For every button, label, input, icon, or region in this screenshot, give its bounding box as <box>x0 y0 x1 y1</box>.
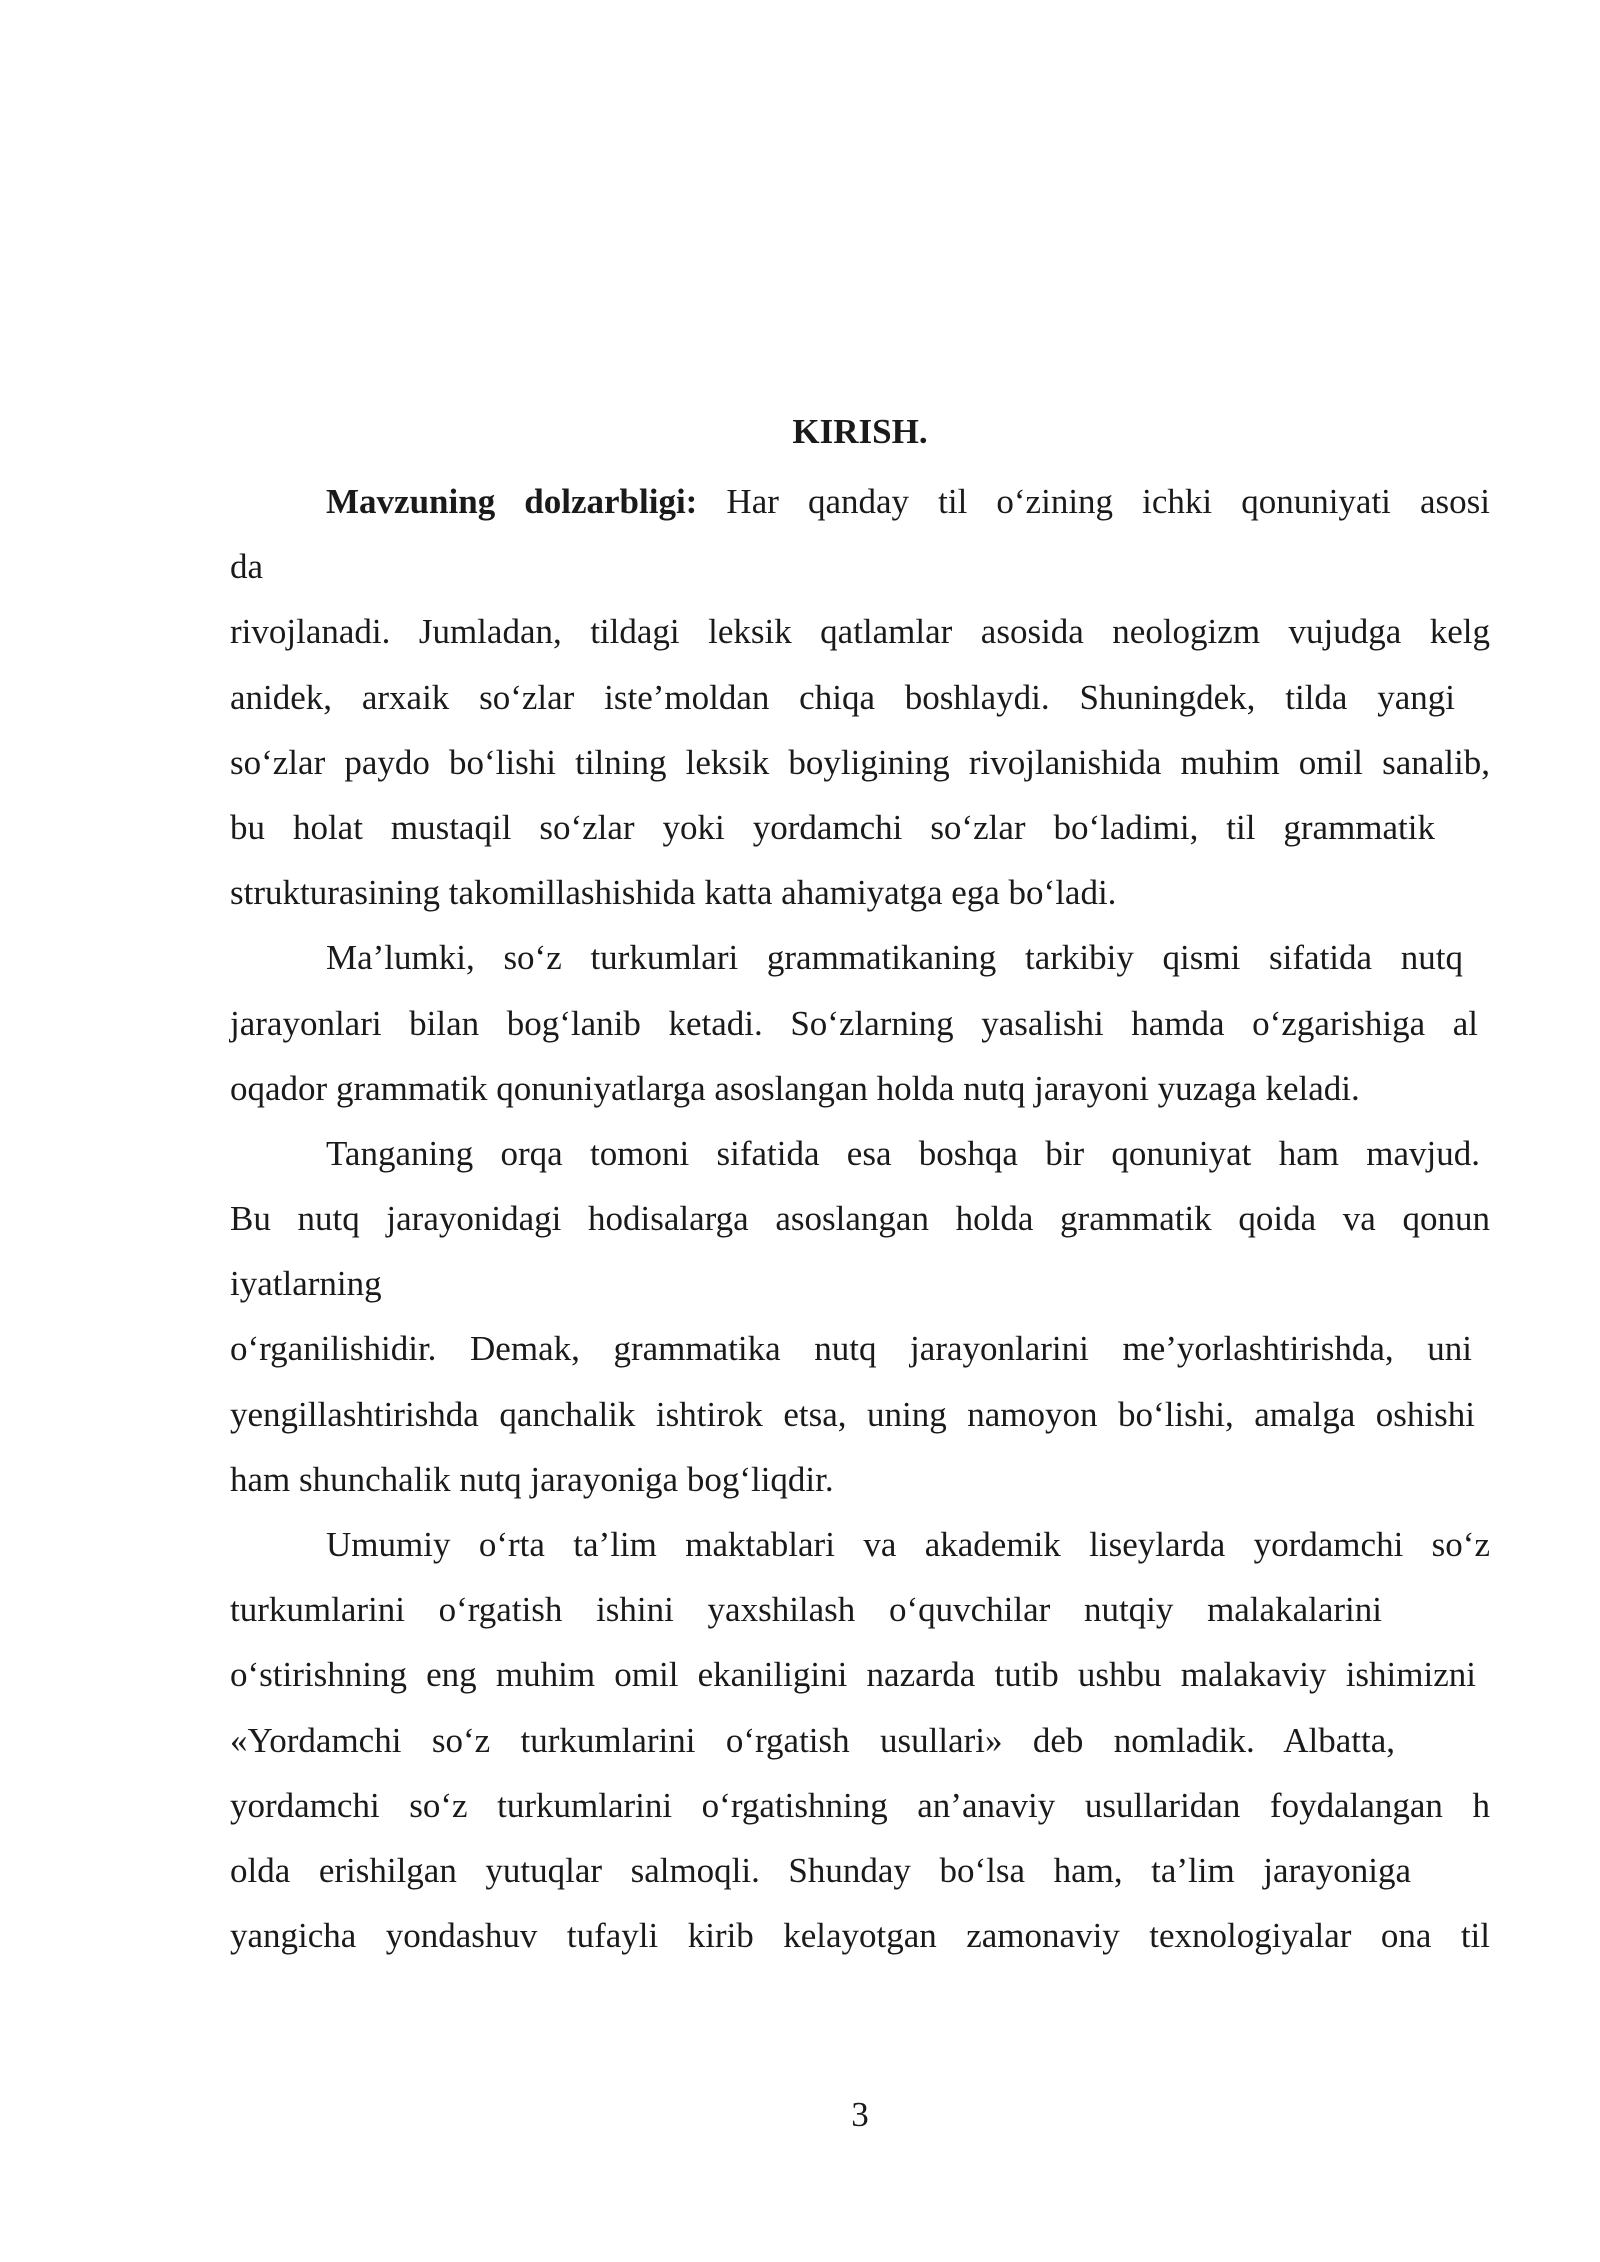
page-title: KIRISH. <box>792 412 928 451</box>
text-line: yangicha yondashuv tufayli kirib kelayotgan zamonaviy texnologiyalar ona til <box>230 1916 1490 1956</box>
text-line: yordamchi so‘z turkumlarini o‘rgatishning an’anaviy usullaridan foydalangan h <box>230 1785 1490 1825</box>
text-line: jarayonlari bilan bog‘lanib ketadi. So‘zlarning yasalishi hamda o‘zgarishiga al <box>230 1003 1478 1043</box>
text-line: yengillashtirishda qanchalik ishtirok etsa, uning namoyon bo‘lishi, amalga oshishi <box>230 1394 1475 1434</box>
body-text <box>230 480 1490 1979</box>
text-line: «Yordamchi so‘z turkumlarini o‘rgatish usullari» deb nomladik. Albatta, <box>230 1720 1395 1760</box>
text-line: strukturasining takomillashishida katta ahamiyatga ega bo‘ladi. <box>230 873 1117 913</box>
text-line <box>230 480 1490 545</box>
text-line: ham shunchalik nutq jarayoniga bog‘liqdir. <box>230 1459 834 1499</box>
text-line: Tanganing orqa tomoni sifatida esa boshqa bir qonuniyat ham mavjud. <box>326 1133 1480 1173</box>
text-line: olda erishilgan yutuqlar salmoqli. Shunday bo‘lsa ham, ta’lim jarayoniga <box>230 1850 1411 1890</box>
text-line: anidek, arxaik so‘zlar iste’moldan chiqa boshlaydi. Shuningdek, tilda yangi <box>230 677 1455 717</box>
text-line: Ma’lumki, so‘z turkumlari grammatikaning tarkibiy qismi sifatida nutq <box>326 938 1463 978</box>
text-line: o‘stirishning eng muhim omil ekaniligini nazarda tutib ushbu malakaviy ishimizni <box>230 1655 1476 1695</box>
text-line: rivojlanadi. Jumladan, tildagi leksik qatlamlar asosida neologizm vujudga kelg <box>230 612 1490 652</box>
text-line: oqador grammatik qonuniyatlarga asoslangan holda nutq jarayoni yuzaga keladi. <box>230 1068 1360 1108</box>
text-line: bu holat mustaqil so‘zlar yoki yordamchi so‘zlar bo‘ladimi, til grammatik <box>230 807 1435 847</box>
section-lead-label: Mavzuning dolzarbligi: <box>326 482 698 521</box>
page-number: 3 <box>851 2095 869 2134</box>
text-line: Umumiy o‘rta ta’lim maktablari va akademik liseylarda yordamchi so‘z <box>326 1525 1490 1564</box>
text-line: turkumlarini o‘rgatish ishini yaxshilash o‘quvchilar nutqiy malakalarini <box>230 1590 1382 1630</box>
text-line: da <box>230 547 264 587</box>
text-line-content: Har qanday til o‘zining ichki qonuniyati asosi <box>697 482 1490 521</box>
text-line: so‘zlar paydo bo‘lishi tilning leksik boyligining rivojlanishida muhim omil sanalib, <box>230 742 1490 782</box>
text-line: Bu nutq jarayonidagi hodisalarga asoslangan holda grammatik qoida va qonun <box>230 1199 1490 1239</box>
text-line: iyatlarning <box>230 1264 382 1304</box>
text-line: o‘rganilishidir. Demak, grammatika nutq jarayonlarini me’yorlashtirishda, uni <box>230 1329 1472 1369</box>
